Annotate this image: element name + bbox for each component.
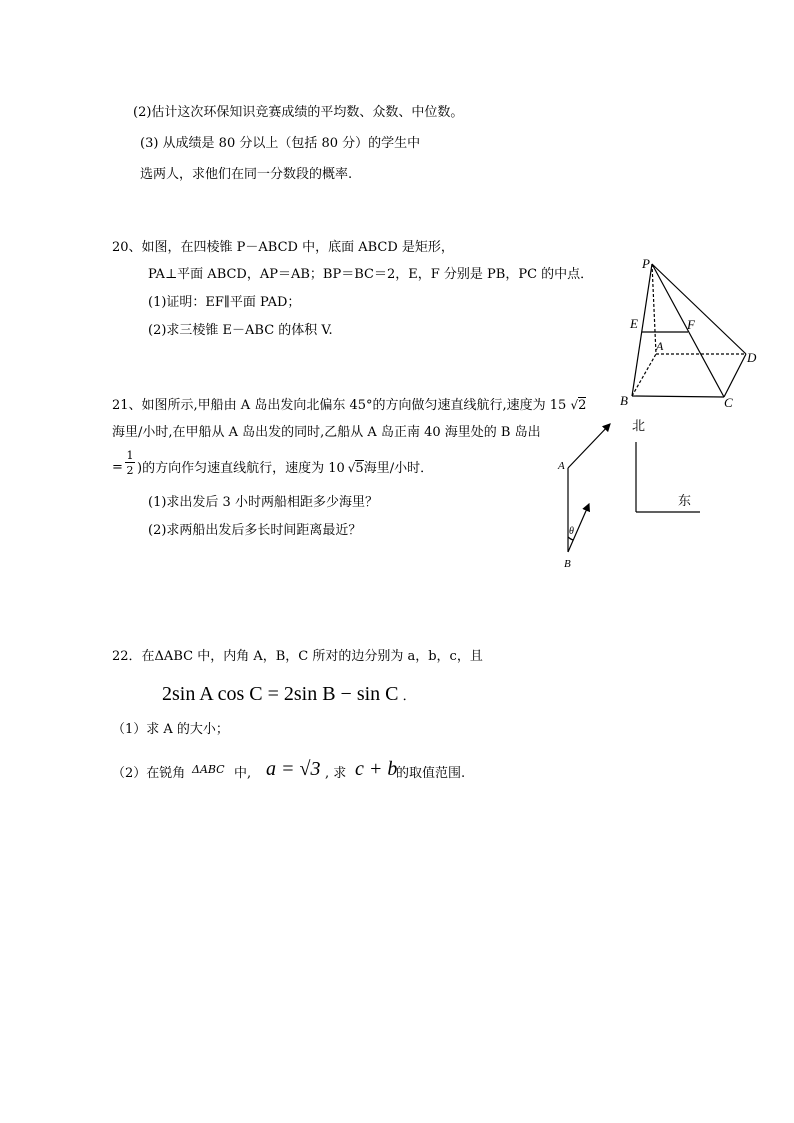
ship-label-b: B bbox=[564, 558, 571, 570]
q21-line3-sqrt: √5 bbox=[347, 461, 364, 476]
q20-stem-line1: 20、如图，在四棱锥 P－ABCD 中，底面 ABCD 是矩形， bbox=[112, 240, 454, 255]
compass-figure bbox=[625, 412, 705, 522]
q22-part2-a: （2）在锐角 bbox=[112, 766, 186, 781]
q19-part3-line2: 选两人，求他们在同一分数段的概率. bbox=[140, 167, 353, 182]
q21-line3-rest bbox=[137, 459, 433, 478]
q22-part2-c: , 求 bbox=[325, 766, 347, 781]
q20-part2: (2)求三棱锥 E－ABC 的体积 V. bbox=[148, 323, 333, 338]
ship-label-theta: θ bbox=[569, 526, 574, 537]
q19-part3-line1: (3) 从成绩是 80 分以上（包括 80 分）的学生中 bbox=[140, 136, 421, 151]
q22-equation-row bbox=[162, 681, 416, 707]
compass-north: 北 bbox=[632, 418, 646, 433]
label-c: C bbox=[724, 395, 733, 410]
q22-equation-end: ． bbox=[402, 689, 416, 704]
label-f: F bbox=[687, 317, 695, 332]
q22-part2-d: 的取值范围. bbox=[396, 766, 466, 781]
label-a: A bbox=[656, 339, 664, 353]
q22-part2-tri: ΔABC bbox=[192, 763, 225, 776]
pyramid-figure bbox=[612, 250, 762, 415]
q22-part2-b: 中, bbox=[234, 766, 252, 781]
q21-line3-unit: 海里/小时． bbox=[363, 461, 434, 476]
q22-stem: 22．在ΔABC 中，内角 A，B，C 所对的边分别为 a，b，c，且 bbox=[112, 649, 483, 664]
q20-stem-line2: PA⊥平面 ABCD，AP＝AB；BP＝BC＝2，E，F 分别是 PB，PC 的中点． bbox=[148, 267, 594, 282]
q19-part2: (2)估计这次环保知识竞赛成绩的平均数、众数、中位数。 bbox=[133, 105, 464, 120]
q20-part1: (1)证明：EF∥平面 PAD； bbox=[148, 295, 301, 310]
label-d: D bbox=[747, 350, 757, 365]
q22-equation: 2sin A cos C = 2sin B − sin C bbox=[162, 683, 399, 705]
q21-line1-sqrt-arg: 2 bbox=[578, 398, 587, 413]
q22-part1: （1）求 A 的大小； bbox=[112, 722, 229, 737]
q22-part2-eq: a = √3 bbox=[266, 758, 321, 780]
compass-east: 东 bbox=[678, 493, 692, 508]
label-e: E bbox=[630, 316, 638, 331]
q21-line1-text: 21、如图所示,甲船由 A 岛出发向北偏东 45°的方向做匀速直线航行,速度为 15 bbox=[112, 398, 567, 413]
q21-line3-sqrt-arg: 5 bbox=[355, 461, 364, 476]
q21-part2: (2)求两船出发后多长时间距离最近？ bbox=[148, 523, 362, 538]
q21-part1: (1)求出发后 3 小时两船相距多少海里？ bbox=[148, 495, 378, 510]
q21-line1-sqrt: √2 bbox=[570, 398, 587, 413]
q21-frac-den: 2 bbox=[126, 464, 134, 477]
q22-part2-expr: c + b bbox=[355, 758, 398, 780]
label-b: B bbox=[620, 393, 628, 408]
q21-line3-text: )的方向作匀速直线航行，速度为 10 bbox=[137, 461, 345, 476]
q21-stem-line2: 海里/小时,在甲船从 A 岛出发的同时,乙船从 A 岛正南 40 海里处的 B 岛出 bbox=[112, 425, 541, 440]
q21-frac-num: 1 bbox=[126, 449, 134, 462]
label-p: P bbox=[642, 256, 650, 271]
ship-label-a: A bbox=[558, 460, 565, 472]
q21-stem-line1 bbox=[112, 396, 586, 415]
q21-line3-eq: = bbox=[112, 460, 123, 475]
